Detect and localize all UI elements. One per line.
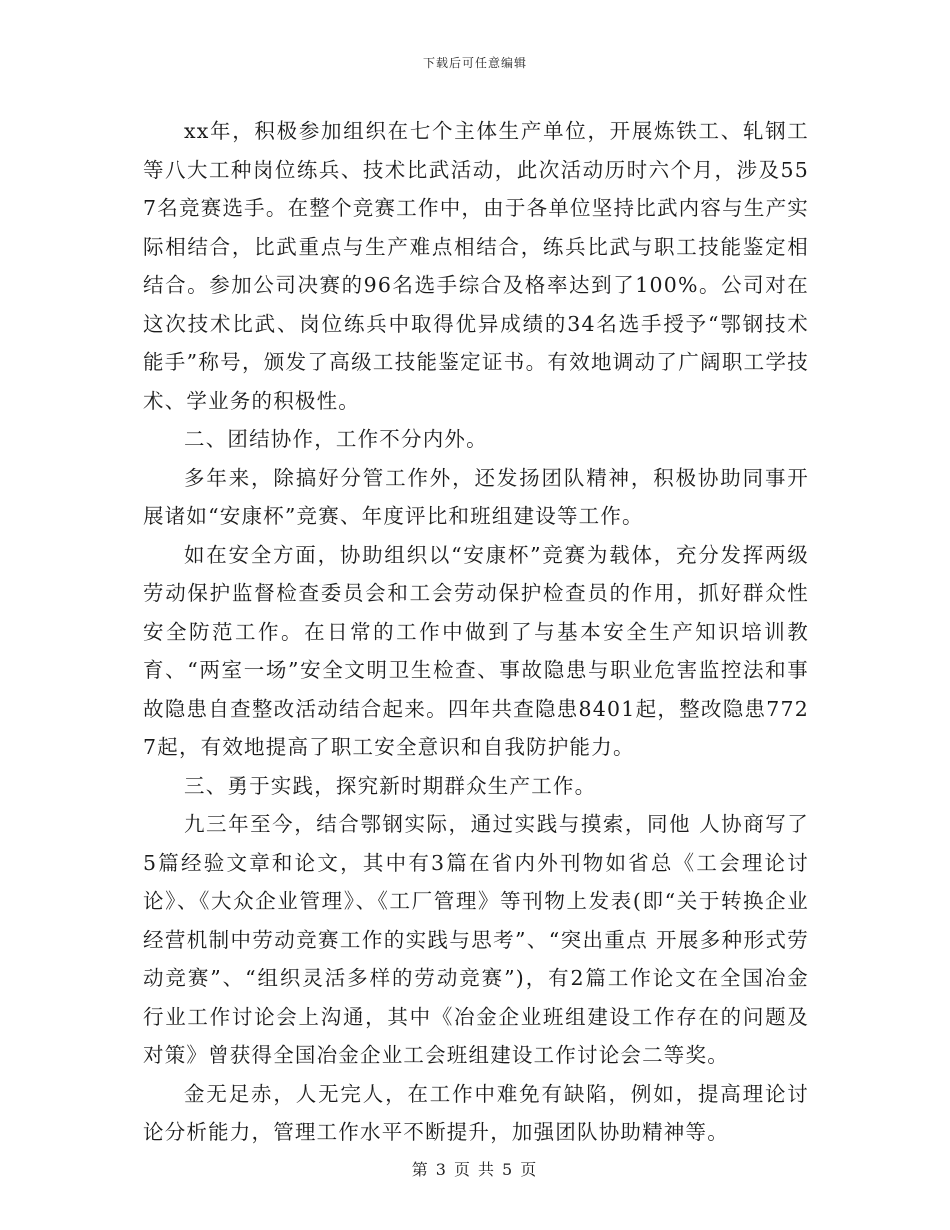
heading-section-three: 三、勇于实践，探究新时期群众生产工作。 [184, 773, 597, 798]
footer-total-pages: 5 [502, 1160, 515, 1179]
paragraph-competition: xx年，积极参加组织在七个主体生产单位，开展炼铁工、轧钢工等八大工种岗位练兵、技术比武活动，此次活动历时六个月，涉及557名竞赛选手。在整个竞赛工作中，由于各单位坚持比武内容与生产实际相结合，比武重点与生产难点相结合，练兵比武与职工技能鉴定相结合。参加公司决赛的96名选手综合及格率达到了100%。公司对在这次技术比武、岗位练兵中取得优异成绩的34名选手授予“鄂钢技术能手”称号，颁发了高级工技能鉴定证书。有效地调动了广阔职工学技术、学业务的积极性。 [143, 119, 809, 413]
footer-suffix: 页 [520, 1160, 539, 1179]
footer-page-word: 页 [453, 1160, 472, 1179]
paragraph-safety: 如在安全方面，协助组织以“安康杯”竞赛为载体，充分发挥两级劳动保护监督检查委员会和工会劳动保护检查员的作用，抓好群众性安全防范工作。在日常的工作中做到了与基本安全生产知识培训教育、“两室一场”安全文明卫生检查、事故隐患与职业危害监控法和事故隐患自查整改活动结合起来。四年共查隐患8401起，整改隐患7727起，有效地提高了职工安全意识和自我防护能力。 [143, 542, 809, 759]
document-body [143, 112, 809, 1152]
footer-prefix: 第 [411, 1160, 430, 1179]
footer-current-page: 3 [435, 1160, 448, 1179]
page-header-note: 下载后可任意编辑 [422, 56, 527, 70]
heading-section-two: 二、团结协作，工作不分内外。 [184, 427, 488, 451]
paragraph-teamwork: 多年来，除搞好分管工作外，还发扬团队精神，积极协助同事开展诸如“安康杯”竞赛、年度评比和班组建设等工作。 [143, 465, 809, 528]
page-footer [0, 1157, 950, 1180]
paragraph-shortcomings: 金无足赤，人无完人，在工作中难免有缺陷，例如，提高理论讨论分析能力，管理工作水平不断提升，加强团队协助精神等。 [143, 1081, 809, 1144]
footer-total-word: 共 [478, 1160, 497, 1179]
paragraph-papers: 九三年至今，结合鄂钢实际，通过实践与摸索，同他 人协商写了5篇经验文章和论文，其中有3篇在省内外刊物如省总《工会理论讨论》、《大众企业管理》、《工厂管理》等刊物上发表(即“关于转换企业经营机制中劳动竞赛工作的实践与思考”、“突出重点 开展多种形式劳动竞赛”、“组织灵活多样的劳动竞赛”)，有2篇工作论文在全国冶金行业工作讨论会上沟通，其中《冶金企业班组建设工作存在的问题及对策》曾获得全国冶金企业工会班组建设工作讨论会二等奖。 [143, 812, 809, 1067]
